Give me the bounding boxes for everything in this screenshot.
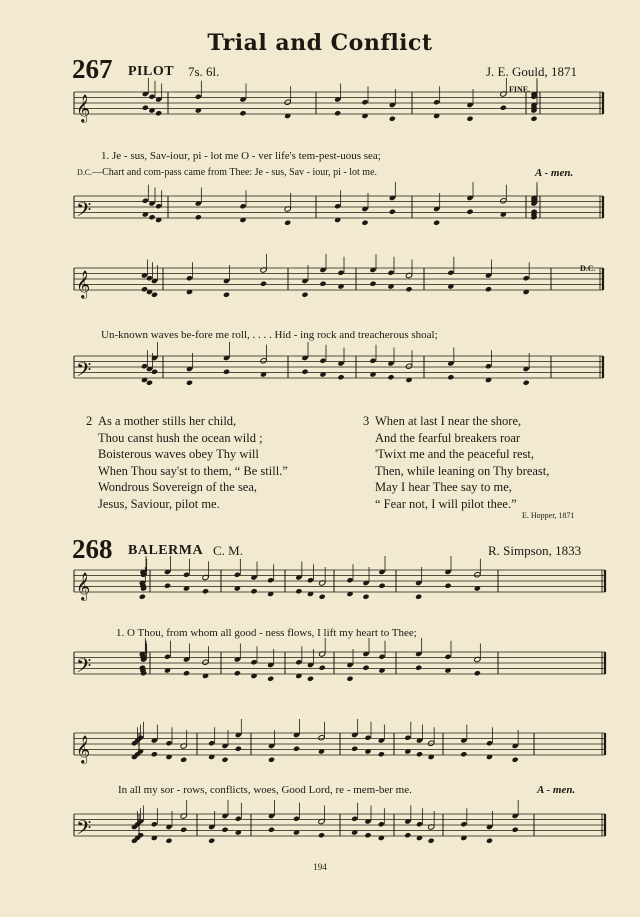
lyric-268-line2: In all my sor - rows, conflicts, woes, Good Lord, re - mem-ber me. bbox=[118, 784, 412, 796]
hymn-number-268: 268 bbox=[72, 534, 113, 564]
note-head bbox=[234, 572, 241, 578]
note-head bbox=[250, 659, 257, 665]
note-head bbox=[223, 292, 230, 298]
hymn-number-267: 267 bbox=[72, 54, 113, 84]
note-head bbox=[362, 594, 369, 600]
fine-mark: FINE. bbox=[509, 85, 531, 94]
bass-clef-icon: 𝄢 bbox=[76, 198, 92, 226]
treble-clef-icon: 𝄞 bbox=[76, 270, 91, 298]
note-head bbox=[530, 116, 537, 122]
note-head bbox=[318, 735, 325, 741]
verse-line: 'Twixt me and the peaceful rest, bbox=[375, 447, 534, 462]
verse-line: And the fearful breakers roar bbox=[375, 430, 521, 445]
note-head bbox=[428, 740, 435, 746]
note-head bbox=[334, 110, 341, 116]
note-head bbox=[202, 588, 209, 594]
note-head bbox=[151, 821, 158, 827]
note-head bbox=[195, 214, 202, 220]
treble-clef-icon: 𝄞 bbox=[76, 94, 91, 122]
note-head bbox=[416, 751, 423, 757]
note-head bbox=[389, 209, 396, 215]
verse-line: When at last I near the shore, bbox=[375, 414, 522, 428]
verse-line: Boisterous waves obey Thy will bbox=[98, 447, 259, 462]
bass-clef-icon: 𝄢 bbox=[76, 358, 92, 386]
note-head bbox=[337, 374, 344, 380]
note-head bbox=[195, 94, 202, 100]
tune-name-pilot: PILOT bbox=[128, 64, 175, 79]
note-head bbox=[466, 116, 473, 122]
amen-268: A - men. bbox=[537, 784, 576, 796]
note-head bbox=[378, 654, 385, 660]
note-head bbox=[164, 654, 171, 660]
note-head bbox=[319, 665, 326, 671]
note-head bbox=[523, 380, 530, 386]
treble-clef-icon: 𝄞 bbox=[76, 735, 91, 763]
note-head bbox=[151, 751, 158, 757]
note-head bbox=[293, 816, 300, 822]
note-head bbox=[183, 670, 190, 676]
verse-line: Then, while leaning on Thy breast, bbox=[375, 463, 550, 478]
note-head bbox=[460, 751, 467, 757]
note-head bbox=[239, 110, 246, 116]
note-head bbox=[404, 735, 411, 741]
note-head bbox=[369, 281, 376, 287]
note-head bbox=[208, 740, 215, 746]
note-head bbox=[387, 374, 394, 380]
verse-line: When Thou say'st to them, “ Be still.” bbox=[98, 463, 288, 478]
note-head bbox=[139, 594, 146, 600]
note-head bbox=[337, 270, 344, 276]
note-head bbox=[307, 676, 314, 682]
note-head bbox=[284, 220, 291, 226]
tune-name-balerma: BALERMA bbox=[128, 543, 204, 558]
dc-prefix: D.C. bbox=[77, 168, 93, 177]
note-head bbox=[301, 369, 308, 375]
note-head bbox=[268, 827, 275, 833]
note-head bbox=[223, 369, 230, 375]
amen-267: A - men. bbox=[535, 167, 574, 179]
note-head bbox=[415, 594, 422, 600]
note-head bbox=[485, 286, 492, 292]
composer-268: R. Simpson, 1833 bbox=[488, 543, 582, 558]
note-head bbox=[155, 203, 162, 209]
note-head bbox=[346, 676, 353, 682]
note-head bbox=[351, 746, 358, 752]
note-head bbox=[369, 358, 376, 364]
note-head bbox=[268, 757, 275, 763]
note-head bbox=[433, 99, 440, 105]
note-head bbox=[523, 275, 530, 281]
note-head bbox=[486, 740, 493, 746]
verse-3 bbox=[363, 413, 549, 513]
note-head bbox=[319, 281, 326, 287]
note-head bbox=[361, 99, 368, 105]
note-head bbox=[260, 358, 267, 364]
note-head bbox=[186, 380, 193, 386]
note-head bbox=[428, 838, 435, 844]
note-head bbox=[142, 198, 149, 204]
verse-3-number: 3 bbox=[363, 414, 370, 428]
verse-line: Jesus, Saviour, pilot me. bbox=[98, 496, 220, 511]
lyric-267-line2-text: —Chart and com-pass came from Thee: Je - sus, Sav - iour, pi - lot me. bbox=[92, 167, 378, 178]
note-head bbox=[295, 588, 302, 594]
note-head bbox=[148, 214, 155, 220]
lyric-267-line1: 1. Je - sus, Sav-iour, pi - lot me O - ver life's tem-pest-uous sea; bbox=[101, 150, 381, 162]
note-head bbox=[466, 209, 473, 215]
bass-clef-icon: 𝄢 bbox=[76, 816, 92, 844]
note-head bbox=[378, 751, 385, 757]
note-head bbox=[474, 572, 481, 578]
note-head bbox=[433, 220, 440, 226]
note-head bbox=[221, 827, 228, 833]
verse-line: Thou canst hush the ocean wild ; bbox=[98, 430, 263, 445]
verse-line: As a mother stills her child, bbox=[98, 414, 237, 428]
note-head bbox=[474, 670, 481, 676]
note-head bbox=[202, 659, 209, 665]
note-head bbox=[512, 827, 519, 833]
note-head bbox=[447, 374, 454, 380]
note-head bbox=[208, 838, 215, 844]
note-head bbox=[405, 286, 412, 292]
note-head bbox=[267, 676, 274, 682]
note-head bbox=[180, 827, 187, 833]
note-head bbox=[234, 670, 241, 676]
note-head bbox=[221, 757, 228, 763]
note-head bbox=[346, 577, 353, 583]
meter-267: 7s. 6l. bbox=[188, 64, 220, 79]
note-head bbox=[389, 116, 396, 122]
note-head bbox=[155, 110, 162, 116]
note-head bbox=[485, 363, 492, 369]
dc-mark: D.C. bbox=[580, 264, 596, 273]
note-head bbox=[295, 659, 302, 665]
note-head bbox=[307, 577, 314, 583]
note-head bbox=[444, 654, 451, 660]
note-head bbox=[486, 838, 493, 844]
note-head bbox=[180, 757, 187, 763]
note-head bbox=[378, 583, 385, 589]
note-head bbox=[404, 832, 411, 838]
note-head bbox=[444, 583, 451, 589]
note-head bbox=[319, 358, 326, 364]
note-head bbox=[500, 198, 507, 204]
note-head bbox=[250, 588, 257, 594]
page-number: 194 bbox=[313, 862, 327, 872]
note-head bbox=[142, 105, 149, 111]
note-head bbox=[362, 665, 369, 671]
note-head bbox=[267, 577, 274, 583]
lyric-268-line1: 1. O Thou, from whom all good - ness flows, I lift my heart to Thee; bbox=[116, 627, 417, 639]
note-head bbox=[165, 838, 172, 844]
note-head bbox=[235, 746, 242, 752]
note-head bbox=[318, 832, 325, 838]
note-head bbox=[164, 583, 171, 589]
note-head bbox=[165, 740, 172, 746]
note-head bbox=[183, 572, 190, 578]
note-head bbox=[260, 281, 267, 287]
note-head bbox=[351, 816, 358, 822]
note-head bbox=[148, 94, 155, 100]
note-head bbox=[319, 594, 326, 600]
note-head bbox=[334, 203, 341, 209]
note-head bbox=[387, 270, 394, 276]
note-head bbox=[405, 363, 412, 369]
note-head bbox=[361, 220, 368, 226]
treble-clef-icon: 𝄞 bbox=[76, 572, 91, 600]
page-title: Trial and Conflict bbox=[207, 30, 433, 56]
note-head bbox=[235, 816, 242, 822]
author-credit-267: E. Hopper, 1871 bbox=[522, 511, 575, 520]
note-head bbox=[447, 270, 454, 276]
note-head bbox=[239, 203, 246, 209]
lyric-267-line3: Un-known waves be-fore me roll, . . . . Hid - ing rock and treacherous shoal; bbox=[101, 329, 438, 341]
verse-2-number: 2 bbox=[86, 414, 93, 428]
verse-line: “ Fear not, I will pilot thee.” bbox=[375, 496, 517, 511]
note-head bbox=[186, 275, 193, 281]
note-head bbox=[284, 99, 291, 105]
bass-clef-icon: 𝄢 bbox=[76, 654, 92, 682]
note-head bbox=[512, 757, 519, 763]
note-head bbox=[500, 105, 507, 111]
verse-2 bbox=[86, 413, 288, 513]
lyric-267-line2 bbox=[77, 167, 377, 178]
note-head bbox=[378, 821, 385, 827]
note-head bbox=[364, 735, 371, 741]
note-head bbox=[416, 821, 423, 827]
meter-268: C. M. bbox=[213, 543, 243, 558]
note-head bbox=[293, 746, 300, 752]
note-head bbox=[415, 665, 422, 671]
note-head bbox=[460, 821, 467, 827]
verse-line: May I hear Thee say to me, bbox=[375, 480, 512, 495]
note-head bbox=[364, 832, 371, 838]
note-head bbox=[301, 292, 308, 298]
verse-line: Wondrous Sovereign of the sea, bbox=[98, 480, 258, 495]
composer-267: J. E. Gould, 1871 bbox=[486, 64, 577, 79]
